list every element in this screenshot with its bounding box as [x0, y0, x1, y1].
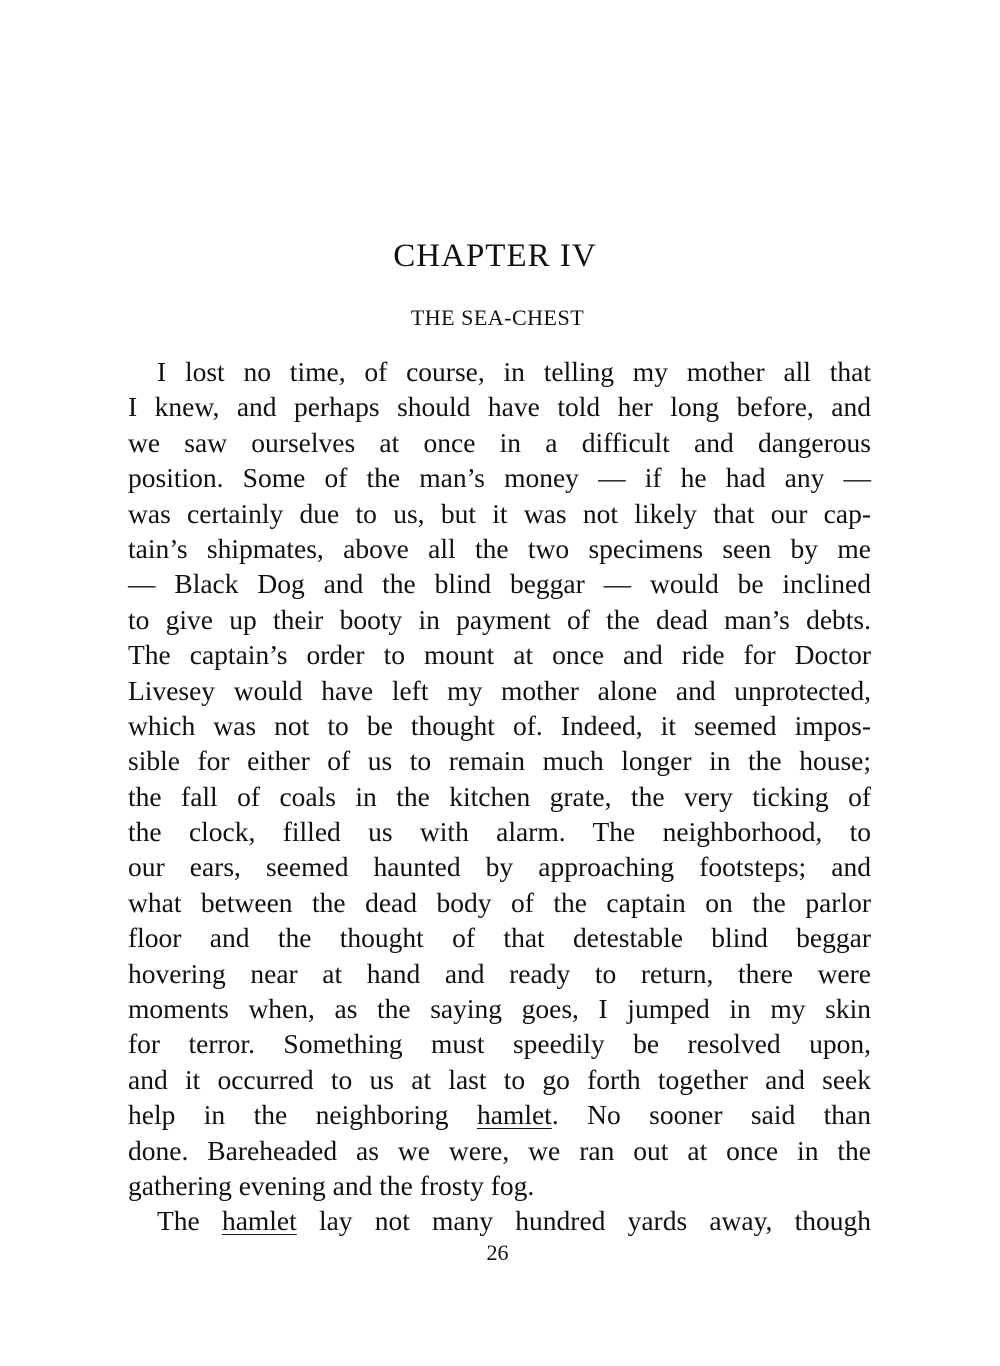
- text-line: [128, 1203, 871, 1238]
- text-fragment: . No sooner said than: [551, 1099, 871, 1131]
- text-line: was certainly due to us, but it was not likely that our cap-: [128, 497, 871, 529]
- text-line: hovering near at hand and ready to return, there were: [128, 957, 871, 989]
- text-line: and it occurred to us at last to go forth together and seek: [128, 1063, 871, 1095]
- text-line: I lost no time, of course, in telling my mother all that: [157, 356, 871, 387]
- text-fragment: help in the neighboring: [128, 1099, 477, 1131]
- text-line: Livesey would have left my mother alone and unprotected,: [128, 674, 871, 706]
- text-line: [128, 1097, 871, 1132]
- text-line: gathering evening and the frosty fog.: [128, 1169, 535, 1201]
- underlined-word: hamlet: [221, 1205, 297, 1237]
- text-line: for terror. Something must speedily be resolved upon,: [128, 1028, 871, 1060]
- text-line: I knew, and perhaps should have told her long before, and: [128, 391, 871, 423]
- text-line: The captain’s order to mount at once and ride for Doctor: [128, 639, 871, 671]
- text-line: the fall of coals in the kitchen grate, the very ticking of: [128, 780, 871, 812]
- text-line: done. Bareheaded as we were, we ran out at once in the: [128, 1134, 871, 1166]
- body-text: [128, 354, 871, 1239]
- underlined-word: hamlet: [476, 1099, 552, 1131]
- text-line: sible for either of us to remain much longer in the house;: [128, 745, 871, 777]
- text-fragment: The: [157, 1205, 222, 1237]
- text-fragment: lay not many hundred yards away, though: [296, 1205, 871, 1237]
- text-line: to give up their booty in payment of the dead man’s debts.: [128, 603, 871, 635]
- text-line: we saw ourselves at once in a difficult and dangerous: [128, 426, 871, 458]
- text-line: what between the dead body of the captain on the parlor: [128, 886, 871, 918]
- text-line: moments when, as the saying goes, I jumped in my skin: [128, 993, 871, 1025]
- text-line: position. Some of the man’s money — if he had any —: [128, 462, 871, 494]
- text-line: which was not to be thought of. Indeed, it seemed impos-: [128, 709, 871, 741]
- text-line: tain’s shipmates, above all the two specimens seen by me: [128, 532, 871, 564]
- chapter-subtitle: THE SEA-CHEST: [410, 305, 585, 330]
- text-line: floor and the thought of that detestable blind beggar: [128, 922, 871, 954]
- text-line: the clock, filled us with alarm. The neighborhood, to: [128, 816, 871, 848]
- text-line: — Black Dog and the blind beggar — would be inclined: [128, 568, 871, 600]
- chapter-title: CHAPTER IV: [393, 238, 597, 274]
- text-line: our ears, seemed haunted by approaching footsteps; and: [128, 851, 871, 883]
- page-number: 26: [486, 1240, 509, 1265]
